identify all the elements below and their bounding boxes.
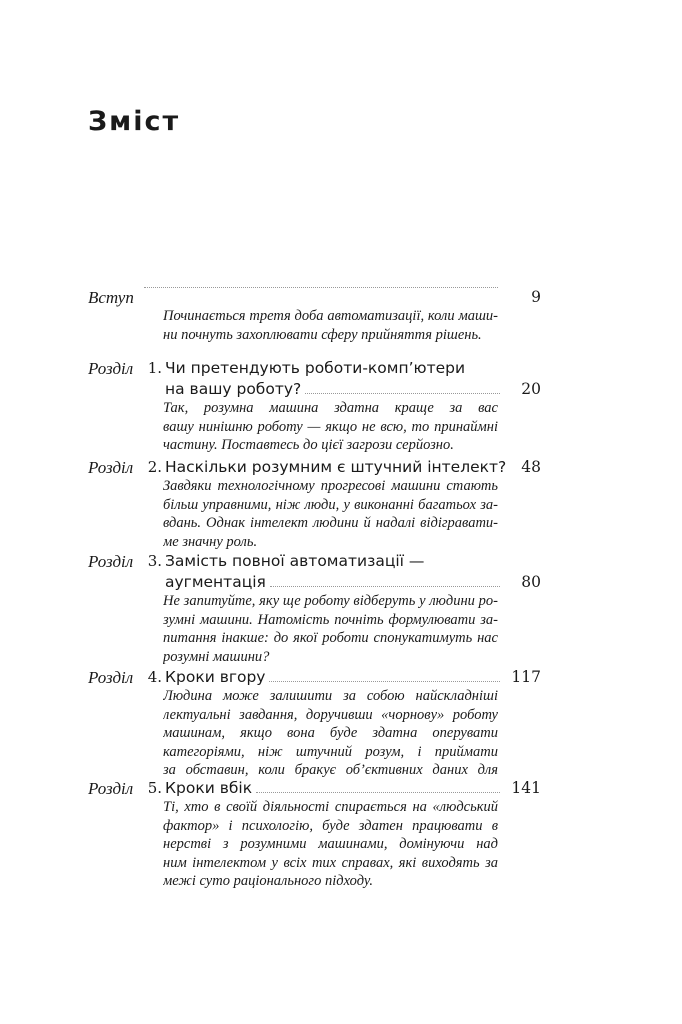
description-line: ним інтелектом у всіх тих справах, які виходять за bbox=[163, 854, 498, 871]
chapter-title[interactable] bbox=[165, 667, 500, 688]
description-line: Завдяки технологічному прогресові машини стають bbox=[163, 478, 498, 494]
chapter-number: 4. bbox=[147, 668, 162, 686]
chapter-title-text: аугментація bbox=[165, 573, 266, 591]
description-line: розумні машини? bbox=[163, 648, 270, 665]
chapter-title-text: Кроки вбік bbox=[165, 779, 253, 797]
page-title: Зміст bbox=[88, 106, 181, 137]
chapter-number: 2. bbox=[147, 458, 162, 476]
entry-label: Розділ bbox=[88, 458, 134, 477]
page-number[interactable]: 20 bbox=[521, 380, 541, 398]
dot-leader-row bbox=[140, 287, 498, 292]
dot-leader bbox=[270, 586, 500, 587]
chapter-number: 5. bbox=[147, 779, 162, 797]
description-line: категоріями, ніж штучний розум, і приймати bbox=[163, 743, 498, 760]
description-line: Так, розумна машина здатна краще за вас bbox=[163, 400, 498, 416]
chapter-title[interactable] bbox=[165, 379, 500, 400]
description-line: вдань. Однак інтелект людини й надалі відігравати- bbox=[163, 515, 498, 531]
description-line: Ті, хто в своїй діяльності спирається на «людський bbox=[163, 799, 498, 815]
description-line: зумні машини. Натомість почніть формулювати за- bbox=[163, 611, 498, 628]
chapter-number: 3. bbox=[147, 552, 162, 570]
description-line: частину. Поставтесь до цієї загрози серйозно. bbox=[163, 437, 454, 453]
description-line: межі суто раціонального підходу. bbox=[163, 873, 373, 889]
dot-leader bbox=[144, 287, 498, 288]
chapter-title[interactable] bbox=[165, 778, 500, 799]
chapter-title[interactable] bbox=[165, 572, 500, 593]
page-number[interactable]: 141 bbox=[511, 779, 541, 797]
description-line: питання інакше: до якої роботи спонукатимуть нас bbox=[163, 630, 498, 646]
page-number[interactable]: 9 bbox=[531, 288, 541, 306]
description-line: Не запитуйте, яку ще роботу відберуть у людини ро- bbox=[163, 593, 498, 609]
chapter-title-text: Наскільки розумним є штучний інтелект? bbox=[165, 458, 507, 476]
chapter-title[interactable] bbox=[165, 457, 507, 478]
page-number[interactable]: 80 bbox=[521, 573, 541, 591]
dot-leader bbox=[305, 393, 500, 394]
page-number[interactable]: 48 bbox=[521, 458, 541, 476]
description-line: вашу нинішню роботу — якщо не всю, то принаймні bbox=[163, 418, 498, 435]
dot-leader bbox=[256, 792, 500, 793]
description-line: машинам, якщо вона буде здатна оперувати bbox=[163, 725, 498, 741]
description-line: ни почнуть захоплювати сферу прийняття рішень. bbox=[163, 326, 482, 343]
entry-label: Розділ bbox=[88, 668, 134, 687]
entry-label: Розділ bbox=[88, 779, 134, 798]
description-line: більш управними, ніж люди, у виконанні багатьох за- bbox=[163, 496, 498, 513]
entry-label: Розділ bbox=[88, 359, 134, 378]
chapter-description bbox=[163, 592, 498, 666]
entry-label: Вступ bbox=[88, 288, 134, 307]
entry-label: Розділ bbox=[88, 552, 134, 571]
dot-leader bbox=[269, 681, 500, 682]
description-line: ме значну роль. bbox=[163, 533, 258, 550]
page-number[interactable]: 117 bbox=[511, 668, 541, 686]
chapter-description bbox=[163, 687, 498, 780]
chapter-title[interactable]: Замість повної автоматизації — bbox=[165, 552, 425, 570]
description-line: Починається третя доба автоматизації, коли маши- bbox=[163, 308, 498, 324]
chapter-title[interactable]: Чи претендують роботи-комп’ютери bbox=[165, 359, 466, 377]
chapter-description bbox=[163, 477, 498, 551]
chapter-description bbox=[163, 307, 498, 344]
chapter-title-text: на вашу роботу? bbox=[165, 380, 302, 398]
chapter-number: 1. bbox=[147, 359, 162, 377]
description-line: нерстві з розумними машинами, домінуючи над bbox=[163, 836, 498, 852]
description-line: лектуальні завдання, доручивши «чорнову» роботу bbox=[163, 706, 498, 723]
chapter-description bbox=[163, 798, 498, 891]
description-line: фактор» і психологію, буде здатен працювати в bbox=[163, 817, 498, 834]
description-line: Людина може залишити за собою найскладніші bbox=[163, 688, 498, 704]
description-line: за обставин, коли бракує об’єктивних даних для bbox=[163, 762, 498, 778]
chapter-description bbox=[163, 399, 498, 455]
chapter-title-text: Кроки вгору bbox=[165, 668, 266, 686]
